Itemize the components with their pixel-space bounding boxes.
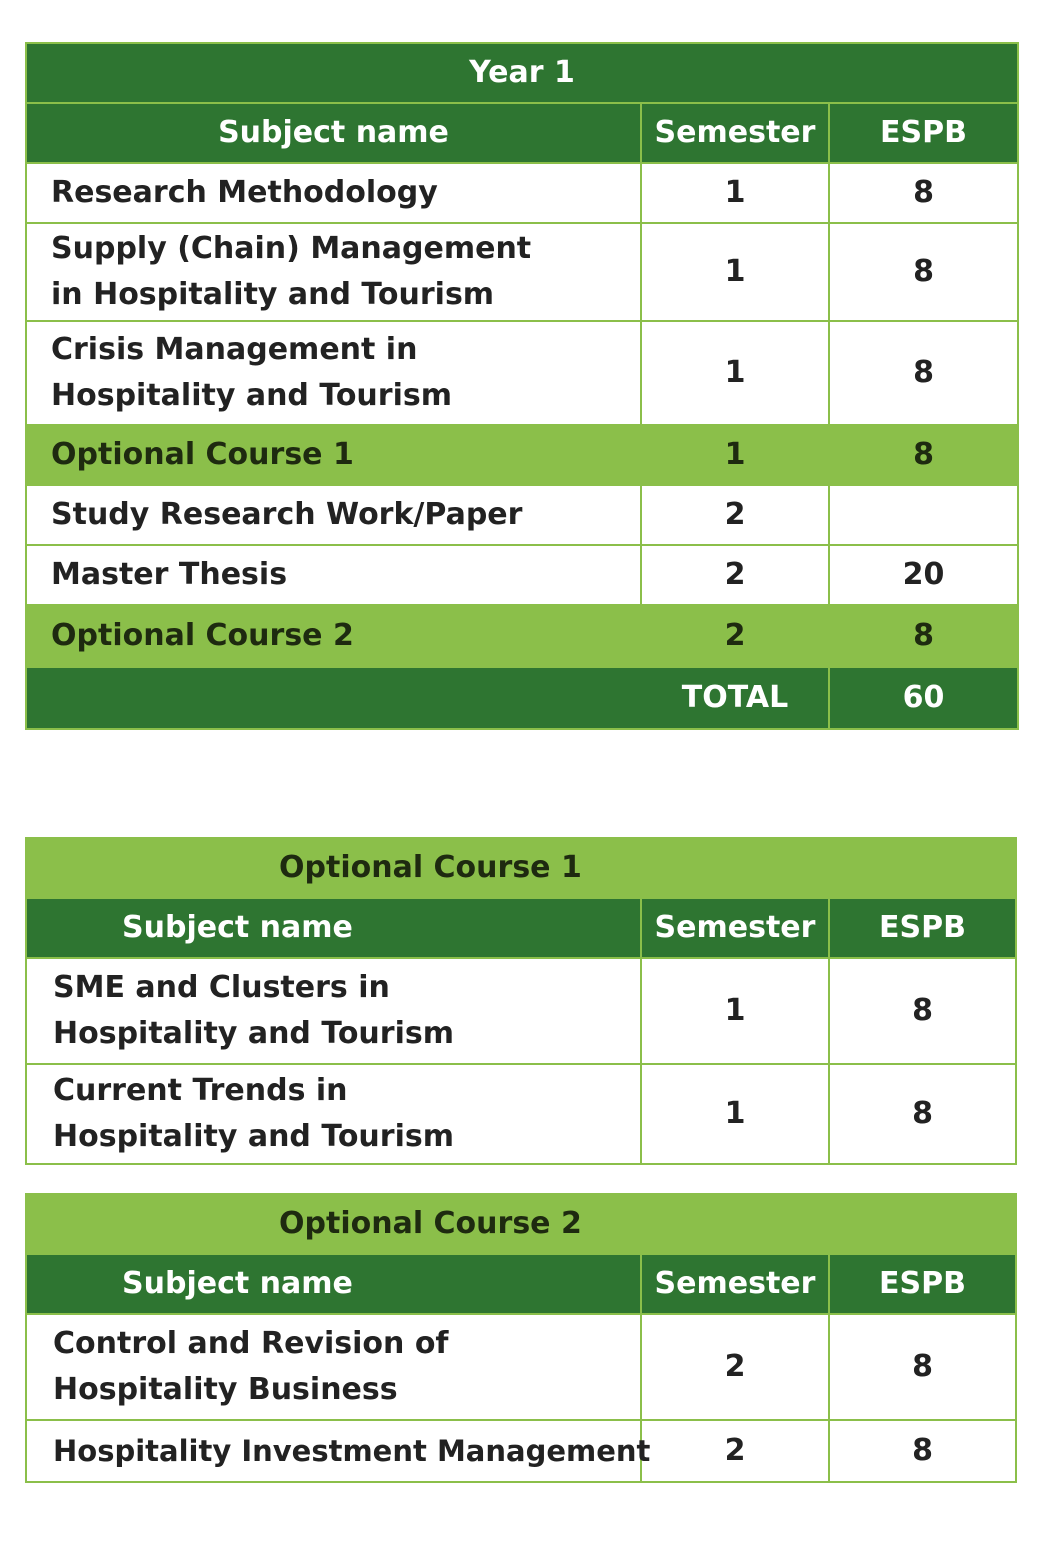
optional2-title: Optional Course 2 — [26, 1194, 1016, 1254]
semester-cell: 2 — [641, 1420, 829, 1482]
espb-cell: 8 — [829, 605, 1018, 667]
total-espb: 60 — [829, 667, 1018, 729]
table-row — [26, 223, 1018, 321]
optional1-header-espb: ESPB — [829, 898, 1016, 958]
year1-header-subject: Subject name — [26, 103, 641, 163]
subject-cell: Optional Course 2 — [26, 605, 641, 667]
subject-cell: Master Thesis — [26, 545, 641, 605]
year1-title: Year 1 — [26, 43, 1018, 103]
semester-cell: 2 — [641, 545, 829, 605]
year1-total-row — [26, 667, 1018, 729]
espb-cell: 8 — [829, 223, 1018, 321]
espb-cell: 8 — [829, 1064, 1016, 1164]
optional1-title: Optional Course 1 — [26, 838, 1016, 898]
table-row — [26, 1420, 1016, 1482]
optional1-title-row — [26, 838, 1016, 898]
espb-cell: 8 — [829, 958, 1016, 1064]
table-row — [26, 321, 1018, 425]
optional1-header-semester: Semester — [641, 898, 829, 958]
subject-cell: Study Research Work/Paper — [26, 485, 641, 545]
table-row — [26, 425, 1018, 485]
optional2-header-row — [26, 1254, 1016, 1314]
year1-header-espb: ESPB — [829, 103, 1018, 163]
table-row — [26, 958, 1016, 1064]
subject-cell: Control and Revision of Hospitality Business — [26, 1314, 641, 1420]
table-row — [26, 1064, 1016, 1164]
table-row — [26, 163, 1018, 223]
optional1-header-row — [26, 898, 1016, 958]
semester-cell: 1 — [641, 958, 829, 1064]
subject-cell: Research Methodology — [26, 163, 641, 223]
optional2-header-espb: ESPB — [829, 1254, 1016, 1314]
optional1-header-subject: Subject name — [26, 898, 641, 958]
espb-cell: 8 — [829, 1314, 1016, 1420]
optional2-table — [25, 1193, 1017, 1483]
optional1-table — [25, 837, 1017, 1165]
subject-cell: Optional Course 1 — [26, 425, 641, 485]
semester-cell: 1 — [641, 223, 829, 321]
subject-cell: Current Trends in Hospitality and Tourism — [26, 1064, 641, 1164]
year1-table — [25, 42, 1019, 730]
espb-cell — [829, 485, 1018, 545]
year1-header-semester: Semester — [641, 103, 829, 163]
subject-cell: Crisis Management in Hospitality and Tourism — [26, 321, 641, 425]
optional2-header-subject: Subject name — [26, 1254, 641, 1314]
total-label: TOTAL — [641, 667, 829, 729]
semester-cell: 1 — [641, 163, 829, 223]
espb-cell: 8 — [829, 321, 1018, 425]
optional2-title-row — [26, 1194, 1016, 1254]
table-row — [26, 605, 1018, 667]
semester-cell: 2 — [641, 605, 829, 667]
semester-cell: 2 — [641, 1314, 829, 1420]
espb-cell: 8 — [829, 1420, 1016, 1482]
optional2-header-semester: Semester — [641, 1254, 829, 1314]
semester-cell: 2 — [641, 485, 829, 545]
espb-cell: 8 — [829, 425, 1018, 485]
espb-cell: 20 — [829, 545, 1018, 605]
year1-header-row — [26, 103, 1018, 163]
subject-cell: Supply (Chain) Management in Hospitality and Tourism — [26, 223, 641, 321]
year1-title-row — [26, 43, 1018, 103]
subject-cell: SME and Clusters in Hospitality and Tourism — [26, 958, 641, 1064]
semester-cell: 1 — [641, 321, 829, 425]
subject-cell: Hospitality Investment Management — [26, 1420, 641, 1482]
semester-cell: 1 — [641, 425, 829, 485]
semester-cell: 1 — [641, 1064, 829, 1164]
table-row — [26, 1314, 1016, 1420]
espb-cell: 8 — [829, 163, 1018, 223]
table-row — [26, 485, 1018, 545]
table-row — [26, 545, 1018, 605]
total-empty-cell — [26, 667, 641, 729]
